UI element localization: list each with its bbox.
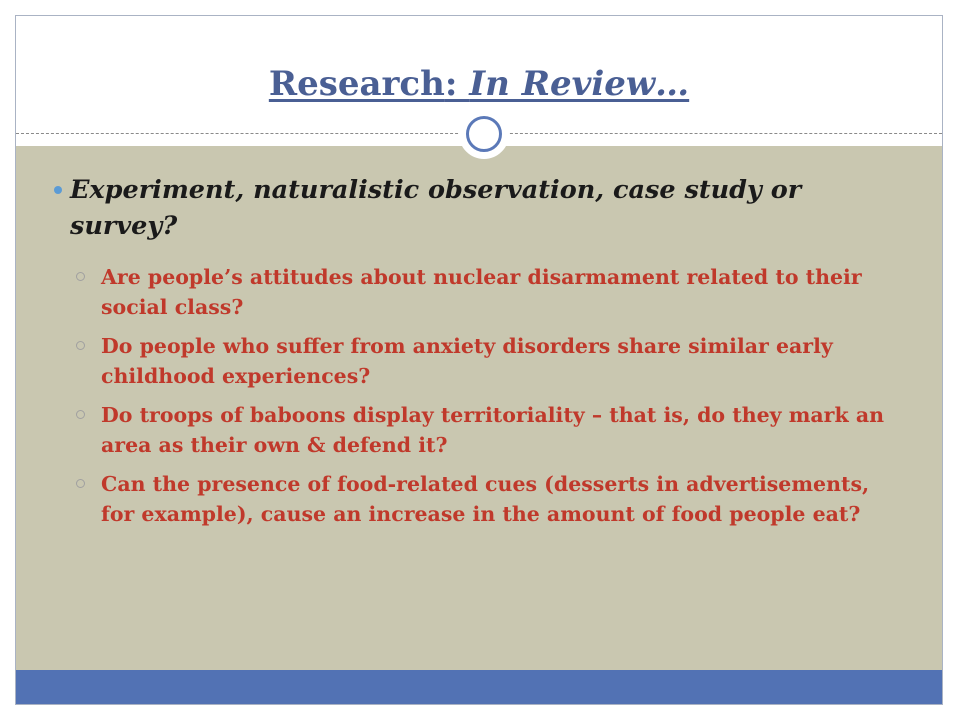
sub-bullet-text: Are people’s attitudes about nuclear disarmament related to their social class?: [101, 265, 862, 319]
sub-bullet-item: [72, 469, 892, 529]
title-part-research: Research: [268, 64, 445, 104]
main-bullet: [54, 172, 914, 244]
circle-ornament-ring: [466, 116, 502, 152]
ring-bullet-icon: [76, 479, 85, 488]
footer-bar: [16, 670, 942, 704]
sub-bullet-list: [72, 262, 892, 538]
ring-bullet-icon: [76, 341, 85, 350]
title-part-in-review: In Review…: [469, 64, 690, 104]
sub-bullet-item: [72, 331, 892, 391]
sub-bullet-text: Can the presence of food-related cues (desserts in advertisements, for example), cause an increase in the amount of food people eat?: [101, 472, 870, 526]
slide-title: [16, 66, 942, 103]
main-bullet-text: Experiment, naturalistic observation, case study or survey?: [70, 175, 802, 241]
circle-ornament-icon: [459, 109, 509, 159]
ring-bullet-icon: [76, 410, 85, 419]
sub-bullet-text: Do troops of baboons display territoriality – that is, do they mark an area as their own & defend it?: [101, 403, 885, 457]
sub-bullet-item: [72, 262, 892, 322]
sub-bullet-text: Do people who suffer from anxiety disorders share similar early childhood experiences?: [101, 334, 833, 388]
title-separator: :: [444, 64, 470, 104]
sub-bullet-item: [72, 400, 892, 460]
ring-bullet-icon: [76, 272, 85, 281]
bullet-dot-icon: [54, 186, 62, 194]
